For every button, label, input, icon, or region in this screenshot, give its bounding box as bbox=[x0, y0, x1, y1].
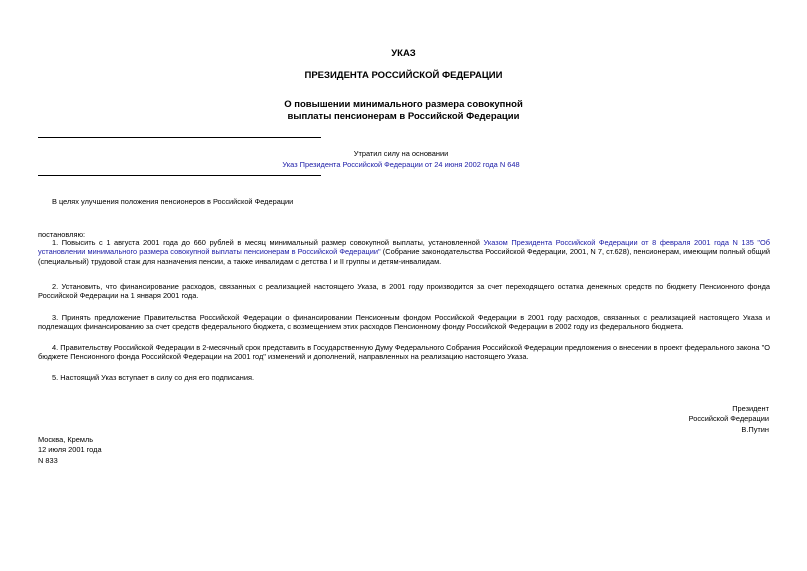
paragraph-1 bbox=[38, 238, 770, 266]
paragraph-3 bbox=[38, 313, 770, 332]
paragraph-5 bbox=[38, 373, 770, 382]
signature-country: Российской Федерации bbox=[688, 414, 769, 424]
divider-bottom bbox=[38, 175, 321, 176]
resolution-text: постановляю: bbox=[38, 230, 86, 239]
paragraph-3-text: 3. Принять предложение Правительства Российской Федерации о финансировании Пенсионным фондом Российской Федерации в 2001 году расходов, связанных с реализацией настоящего Указа и подлежащих финансированию за счет средств федерального бюджета, с возмещением этих расходов Пенсионному фонду Российской Федерации в 2002 году из федерального бюджета. bbox=[38, 313, 770, 332]
place-date-block bbox=[38, 435, 102, 466]
signature-name: В.Путин bbox=[741, 424, 769, 434]
signature-position: Президент bbox=[732, 404, 769, 413]
decree-name-line-2: выплаты пенсионерам в Российской Федерации bbox=[287, 111, 520, 123]
paragraph-1-text bbox=[38, 238, 770, 266]
paragraph-2 bbox=[38, 282, 770, 301]
paragraph-1-after: (Собрание законодательства Российской Федерации, 2001, N 7, ст.628), пенсионерам, имеющим полный общий (специальный) трудовой стаж для назначения пенсии, а также инвалидам с детства I и II группы и детям-инвалидам. bbox=[38, 247, 770, 266]
paragraph-4 bbox=[38, 343, 770, 362]
divider-top bbox=[38, 137, 321, 138]
decree-135-link[interactable]: Указом Президента Российской Федерации от 8 февраля 2001 года N 135 "Об установлении минимального размера совокупной выплаты пенсионерам в Российской Федерации" bbox=[38, 238, 770, 257]
document-subtitle: ПРЕЗИДЕНТА РОССИЙСКОЙ ФЕДЕРАЦИИ bbox=[304, 70, 503, 81]
preamble-text: В целях улучшения положения пенсионеров в Российской Федерации bbox=[52, 197, 294, 206]
paragraph-5-text: 5. Настоящий Указ вступает в силу со дня его подписания. bbox=[52, 373, 255, 382]
decree-name bbox=[0, 99, 807, 124]
status-note-text: Утратил силу на основании bbox=[353, 149, 449, 158]
paragraph-4-text: 4. Правительству Российской Федерации в 2-месячный срок представить в Государственную Думу Федерального Собрания Российской Федерации предложения о внесении в проект федерального закона "О бюджете Пенсионного фонда Российской Федерации на 2001 год" изменений и дополнений, направленных на реализацию настоящего Указа. bbox=[38, 343, 770, 362]
document-title: УКАЗ bbox=[391, 48, 416, 59]
status-note bbox=[200, 149, 602, 170]
signing-place: Москва, Кремль bbox=[38, 435, 94, 444]
preamble bbox=[38, 197, 770, 206]
repeal-decree-link[interactable]: Указ Президента Российской Федерации от 24 июня 2002 года N 648 bbox=[282, 159, 520, 169]
signature-block bbox=[689, 404, 769, 435]
paragraph-2-text: 2. Установить, что финансирование расходов, связанных с реализацией настоящего Указа, в 2001 году производится за счет переходящего остатка денежных средств по бюджету Пенсионного фонда Российской Федерации на 1 января 2001 года. bbox=[38, 282, 770, 301]
decree-number: N 833 bbox=[38, 455, 58, 465]
signing-date: 12 июля 2001 года bbox=[38, 445, 102, 455]
paragraph-1-before: 1. Повысить с 1 августа 2001 года до 660 рублей в месяц минимальный размер совокупной выплаты, установленной bbox=[52, 238, 484, 247]
decree-name-line-1: О повышении минимального размера совокупной bbox=[284, 99, 523, 110]
